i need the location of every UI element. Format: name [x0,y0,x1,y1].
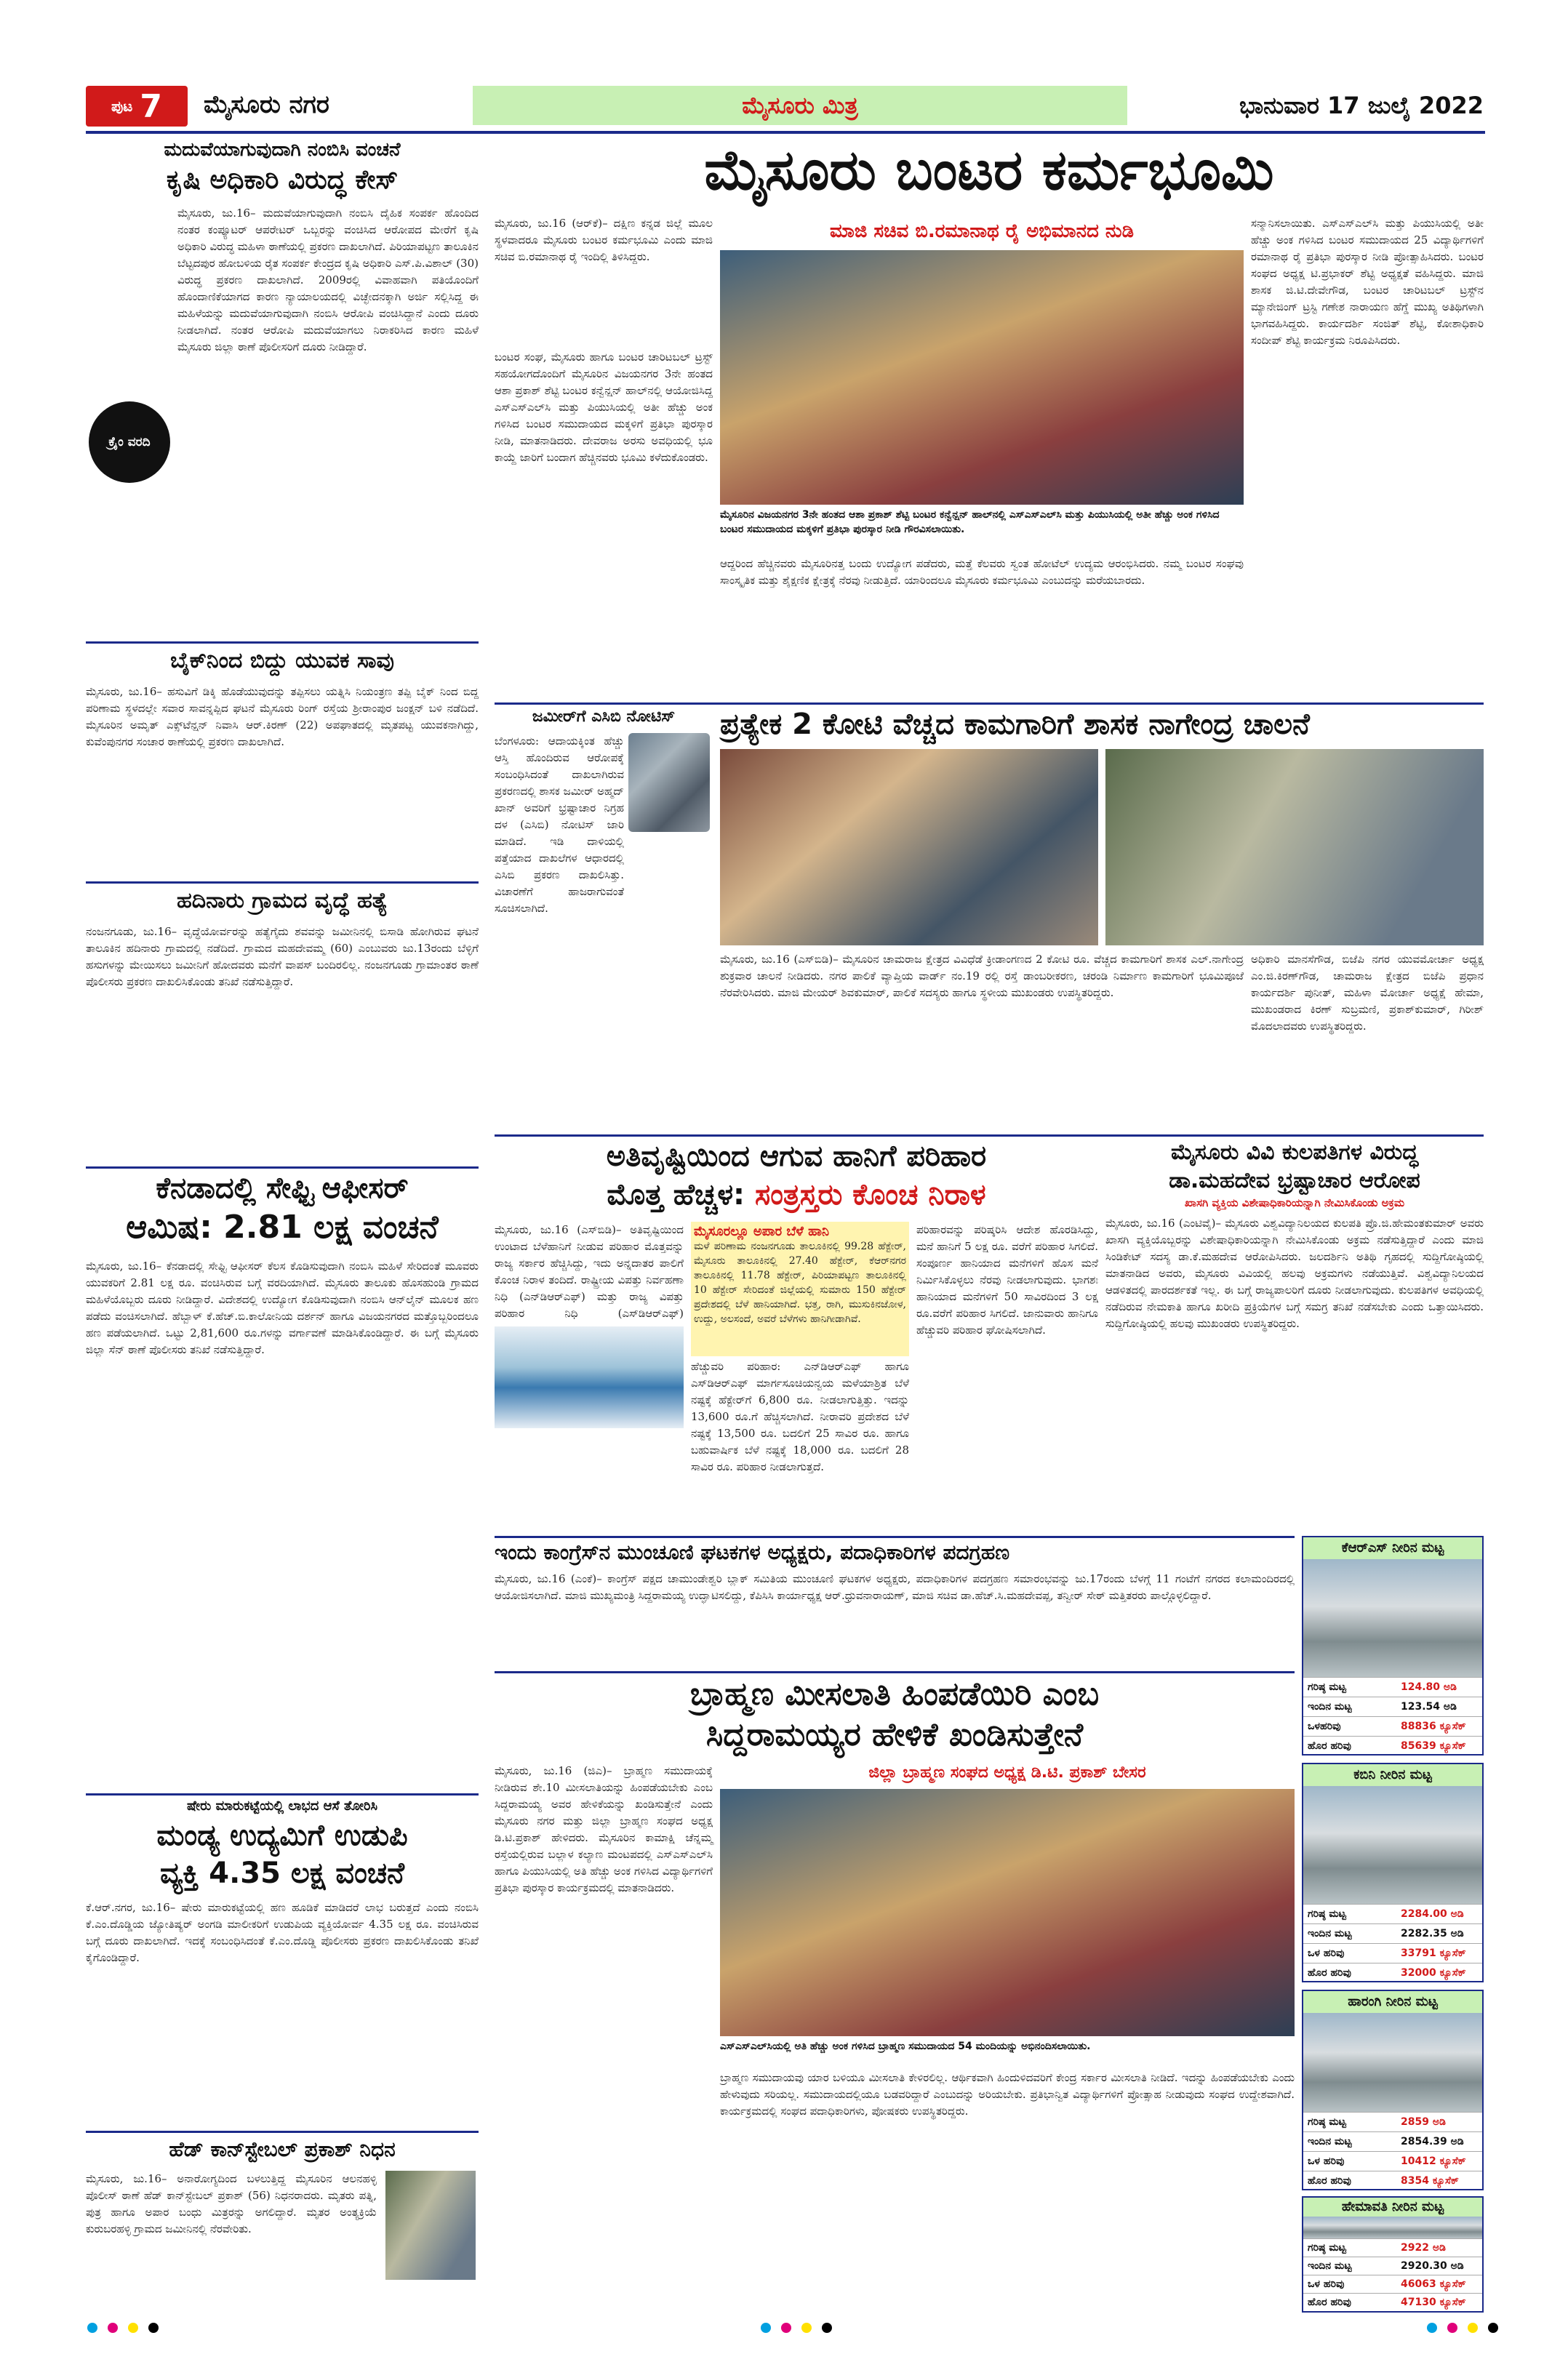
dam-title: ಕಬಿನಿ ನೀರಿನ ಮಟ್ಟ [1303,1764,1482,1786]
registration-dots-center [761,2323,832,2333]
brahmin-head1: ಬ್ರಾಹ್ಮಣ ಮೀಸಲಾತಿ ಹಿಂಪಡೆಯಿರಿ ಎಂಬ [689,1676,1100,1713]
yellow-dot [128,2323,138,2333]
dam-row: ಇಂದಿನ ಮಟ್ಟ 2854.39 ಅಡಿ [1303,2131,1482,2151]
lead-col1: ಬಂಟರ ಸಂಘ, ಮೈಸೂರು ಹಾಗೂ ಬಂಟರ ಚಾರಿಟಬಲ್ ಟ್ರಸ್ಟ್ ಸಹಯೋಗದೊಂದಿಗೆ ಮೈಸೂರಿನ ವಿಜಯನಗರ 3ನೇ ಹಂತದ ಆಶಾ ಪ್ರಕಾಶ್ ಶೆಟ್ಟಿ ಬಂಟರ ಕನ್ವೆನ್ಷನ್ ಹಾಲ್‌ನಲ್ಲಿ ಆಯೋಜಿಸಿದ್ದ ಎಸ್‌ಎಸ್‌ಎಲ್‌ಸಿ ಮತ್ತು ಪಿಯುಸಿಯಲ್ಲಿ ಅತೀ ಹೆಚ್ಚು ಅಂಕ ಗಳಿಸಿದ ಬಂಟರ ಸಮುದಾಯದ ಮಕ್ಕಳಿಗೆ ಪ್ರತಿಭಾ ಪುರಸ್ಕಾರ ನೀಡಿ, ಮಾತನಾಡಿದರು. ದೇವರಾಜ ಅರಸು ಅವಧಿಯಲ್ಲಿ ಭೂ ಕಾಯ್ದೆ ಜಾರಿಗೆ ಬಂದಾಗ ಹೆಚ್ಚಿನವರು ಭೂಮಿ ಕಳೆದುಕೊಂಡರು. [495,351,713,464]
rain-body2: ಹೆಚ್ಚುವರಿ ಪರಿಹಾರ: ಎನ್‌ಡಿಆರ್‌ಎಫ್ ಹಾಗೂ ಎಸ್‌ಡಿಆರ್‌ಎಫ್ ಮಾರ್ಗಸೂಚಿಯನ್ವಯ ಮಳೆಯಾಶ್ರಿತ ಬೆಳೆ ನಷ್ಟಕ್ಕೆ ಹೆಕ್ಟೇರ್‌ಗೆ 6,800 ರೂ. ನೀಡಲಾಗುತ್ತಿತ್ತು. ಇದನ್ನು 13,600 ರೂ.ಗೆ ಹೆಚ್ಚಿಸಲಾಗಿದೆ. ನೀರಾವರಿ ಪ್ರದೇಶದ ಬೆಳೆ ನಷ್ಟಕ್ಕೆ 13,500 ರೂ. ಬದಲಿಗೆ 25 ಸಾವಿರ ರೂ. ಹಾಗೂ ಬಹುವಾರ್ಷಿಕ ಬೆಳೆ ನಷ್ಟಕ್ಕೆ 18,000 ರೂ. ಬದಲಿಗೆ 28 ಸಾವಿರ ರೂ. ಪರಿಹಾರ ನೀಡಲಾಗುತ್ತದೆ. [691,1360,909,1473]
registration-dots-right [1427,2323,1498,2333]
dam-row: ಇಂದಿನ ಮಟ್ಟ 2920.30 ಅಡಿ [1303,2257,1482,2275]
divider [86,881,479,884]
s4-head2: ಆಮಿಷ: 2.81 ಲಕ್ಷ ವಂಚನೆ [126,1209,439,1246]
zameer-photo [628,733,710,832]
section-banner [473,86,1127,125]
page-word: ಪುಟ [111,97,133,115]
dam-row: ಹೊರ ಹರಿವು 85639 ಕ್ಯೂಸೆಕ್ [1303,1736,1482,1756]
lead-col3: ಸನ್ಮಾನಿಸಲಾಯಿತು. ಎಸ್‌ಎಸ್‌ಎಲ್‌ಸಿ ಮತ್ತು ಪಿಯುಸಿಯಲ್ಲಿ ಅತೀ ಹೆಚ್ಚು ಅಂಕ ಗಳಿಸಿದ ಬಂಟರ ಸಮುದಾಯದ 25 ವಿದ್ಯಾರ್ಥಿಗಳಿಗೆ ರಮಾನಾಥ ರೈ ಪ್ರತಿಭಾ ಪುರಸ್ಕಾರ ನೀಡಿ ಪ್ರೋತ್ಸಾಹಿಸಿದರು. ಬಂಟರ ಸಂಘದ ಅಧ್ಯಕ್ಷ ಟಿ.ಪ್ರಭಾಕರ್ ಶೆಟ್ಟಿ ಅಧ್ಯಕ್ಷತೆ ವಹಿಸಿದ್ದರು. ಮಾಜಿ ಶಾಸಕ ಜಿ.ಟಿ.ದೇವೇಗೌಡ, ಬಂಟರ ಚಾರಿಟಬಲ್ ಟ್ರಸ್ಟ್‌ನ ಮ್ಯಾನೇಜಿಂಗ್ ಟ್ರಸ್ಟಿ ಗಣೇಶ ನಾರಾಯಣ ಹೆಗ್ಡೆ ಮುಖ್ಯ ಅತಿಥಿಗಳಾಗಿ ಭಾಗವಹಿಸಿದ್ದರು. ಕಾರ್ಯದರ್ಶಿ ಸಂಜಿತ್ ಶೆಟ್ಟಿ, ಕೋಶಾಧಿಕಾರಿ ಸಂದೀಪ್ ಶೆಟ್ಟಿ ಕಾರ್ಯಕ್ರಮ ನಿರೂಪಿಸಿದರು. [1251,217,1484,347]
page-number: 7 [140,87,162,125]
black-dot [1488,2323,1498,2333]
yellow-dot [1468,2323,1478,2333]
dam-row: ಒಳ ಹರಿವು 10412 ಕ್ಯೂಸೆಕ್ [1303,2151,1482,2171]
cong-head: ಇಂದು ಕಾಂಗ್ರೆಸ್‌ನ ಮುಂಚೂಣಿ ಘಟಕಗಳ ಅಧ್ಯಕ್ಷರು, ಪದಾಧಿಕಾರಿಗಳ ಪದಗ್ರಹಣ [495,1540,1010,1564]
dam-row: ಇಂದಿನ ಮಟ್ಟ 2282.35 ಅಡಿ [1303,1923,1482,1943]
zameer-head: ಜಮೀರ್‌ಗೆ ಎಸಿಬಿ ನೋಟಿಸ್ [532,708,676,726]
dam-hemavathi [1302,2196,1484,2313]
lead-subhead: ಮಾಜಿ ಸಚಿವ ಬಿ.ರಮಾನಾಥ ರೈ ಅಭಿಮಾನದ ನುಡಿ [829,220,1135,242]
magenta-dot [781,2323,791,2333]
s2-head: ಬೈಕ್‌ನಿಂದ ಬಿದ್ದು ಯುವಕ ಸಾವು [170,648,394,673]
rain-head2b: ಸಂತ್ರಸ್ತರು ಕೊಂಚ ನಿರಾಳ [754,1178,986,1212]
s1-body: ಮೈಸೂರು, ಜು.16– ಮದುವೆಯಾಗುವುದಾಗಿ ನಂಬಿಸಿ ದೈಹಿಕ ಸಂಪರ್ಕ ಹೊಂದಿದ ನಂತರ ಕಂಪ್ಯೂಟರ್ ಆಪರೇಟರ್ ಒಬ್ಬರನ್ನು ವಂಚಿಸಿದ ಆರೋಪದ ಮೇರೆಗೆ ಕೃಷಿ ಅಧಿಕಾರಿ ವಿರುದ್ಧ ಮಹಿಳಾ ಠಾಣೆಯಲ್ಲಿ ಪ್ರಕರಣ ದಾಖಲಾಗಿದೆ. ಪಿರಿಯಾಪಟ್ಟಣ ತಾಲೂಕಿನ ಬೆಟ್ಟದಪುರ ಹೋಬಳಿಯ ರೈತ ಸಂಪರ್ಕ ಕೇಂದ್ರದ ಕೃಷಿ ಅಧಿಕಾರಿ ಎಸ್.ಪಿ.ವಿಶಾಲ್ (30) ವಿರುದ್ಧ ಪ್ರಕರಣ ದಾಖಲಾಗಿದೆ. 2009ರಲ್ಲಿ ವಿವಾಹವಾಗಿ ಪತಿಯೊಂದಿಗೆ ಹೊಂದಾಣಿಕೆಯಾಗದ ಕಾರಣ ನ್ಯಾಯಾಲಯದಲ್ಲಿ ವಿಚ್ಛೇದನಕ್ಕಾಗಿ ಅರ್ಜಿ ಸಲ್ಲಿಸಿದ್ದ ಈ ಮಹಿಳೆಯನ್ನು ಮದುವೆಯಾಗುವುದಾಗಿ ನಂಬಿಸಿ ಆರೋಪಿ ವಂಚಿಸಿದ್ದಾನೆ ಎಂದು ದೂರು ನೀಡಲಾಗಿದೆ. ನಂತರ ಆರೋಪಿ ಮದುವೆಯಾಗಲು ನಿರಾಕರಿಸಿದ ಕಾರಣ ಮಹಿಳೆ ಮೈಸೂರು ಜಿಲ್ಲಾ ಠಾಣೆ ಪೊಲೀಸರಿಗೆ ದೂರು ನೀಡಿದ್ದಾರೆ. [177,207,479,353]
dam-table [1303,2112,1482,2190]
dam-row: ಒಳ ಹರಿವು 46063 ಕ್ಯೂಸೆಕ್ [1303,2275,1482,2293]
s5-head1: ಮಂಡ್ಯ ಉದ್ಯಮಿಗೆ ಉಡುಪಿ [156,1819,408,1852]
side-box-body: ಮಳೆ ಪರಿಣಾಮ ನಂಜನಗೂಡು ತಾಲೂಕಿನಲ್ಲಿ 99.28 ಹೆಕ್ಟೇರ್, ಮೈಸೂರು ತಾಲೂಕಿನಲ್ಲಿ 27.40 ಹೆಕ್ಟೇರ್, ಕೆಆರ್‌ನಗರ ತಾಲೂಕಿನಲ್ಲಿ 11.78 ಹೆಕ್ಟೇರ್, ಪಿರಿಯಾಪಟ್ಟಣ ತಾಲೂಕಿನಲ್ಲಿ 10 ಹೆಕ್ಟೇರ್ ಸೇರಿದಂತೆ ಜಿಲ್ಲೆಯಲ್ಲಿ ಸುಮಾರು 150 ಹೆಕ್ಟೇರ್ ಪ್ರದೇಶದಲ್ಲಿ ಬೆಳೆ ಹಾನಿಯಾಗಿದೆ. ಭತ್ತ, ರಾಗಿ, ಮುಸುಕಿನಜೋಳ, ಉದ್ದು, ಅಲಸಂದೆ, ಅವರೆ ಬೆಳೆಗಳು ಹಾನಿಗೀಡಾಗಿವೆ. [694,1240,906,1325]
masthead [80,86,1488,128]
page-number-box [86,86,188,127]
dam-row: ಹೊರ ಹರಿವು 32000 ಕ್ಯೂಸೆಕ್ [1303,1963,1482,1982]
brahmin-sub: ಜಿಲ್ಲಾ ಬ್ರಾಹ್ಮಣ ಸಂಘದ ಅಧ್ಯಕ್ಷ ಡಿ.ಟಿ. ಪ್ರಕಾಶ್ ಬೇಸರ [868,1764,1146,1782]
s4-head1: ಕೆನಡಾದಲ್ಲಿ ಸೇಫ್ಟಿ ಆಫೀಸರ್ [156,1172,409,1205]
dam-krs [1302,1536,1484,1756]
rain-story [495,1140,1098,1533]
s3-body: ನಂಜನಗೂಡು, ಜು.16– ವೃದ್ಧೆಯೋರ್ವರನ್ನು ಹತ್ಯೆಗೈದು ಶವವನ್ನು ಜಮೀನಿನಲ್ಲಿ ಬಿಸಾಡಿ ಹೋಗಿರುವ ಘಟನೆ ತಾಲೂಕಿನ ಹದಿನಾರು ಗ್ರಾಮದಲ್ಲಿ ನಡೆದಿದೆ. ಗ್ರಾಮದ ಮಹದೇವಮ್ಮ (60) ಎಂಬುವರು ಜು.13ರಂದು ಬೆಳ್ಳಿಗೆ ಹಸುಗಳನ್ನು ಮೇಯಿಸಲು ಜಮೀನಿಗೆ ಹೋದವರು ಮನೆಗೆ ವಾಪಸ್ ಬಂದಿರಲಿಲ್ಲ. ನಂಜನಗೂಡು ಗ್ರಾಮಾಂತರ ಠಾಣೆ ಪೊಲೀಸರು ಪ್ರಕರಣ ದಾಖಲಿಸಿಕೊಂಡು ತನಿಖೆ ನಡೆಸುತ್ತಿದ್ದಾರೆ. [86,925,479,988]
cyan-dot [1427,2323,1437,2333]
lead-headline: ಮೈಸೂರು ಬಂಟರ ಕರ್ಮಭೂಮಿ [704,137,1274,202]
s4-body: ಮೈಸೂರು, ಜು.16– ಕೆನಡಾದಲ್ಲಿ ಸೇಫ್ಟಿ ಆಫೀಸರ್ ಕೆಲಸ ಕೊಡಿಸುವುದಾಗಿ ನಂಬಿಸಿ ಮಹಿಳೆ ಸೇರಿದಂತೆ ಮೂವರು ಯುವಕರಿಗೆ 2.81 ಲಕ್ಷ ರೂ. ವಂಚಿಸಿರುವ ಬಗ್ಗೆ ವರದಿಯಾಗಿದೆ. ಮೈಸೂರು ತಾಲೂಕು ಹೊಸಹುಂಡಿ ಗ್ರಾಮದ ಮಹಿಳೆಯೊಬ್ಬರು ದೂರು ನೀಡಿದ್ದಾರೆ. ವಿದೇಶದಲ್ಲಿ ಉದ್ಯೋಗ ಕೊಡಿಸುವುದಾಗಿ ನಂಬಿಸಿ ಆನ್‌ಲೈನ್ ಮೂಲಕ ಹಣ ಪಡೆದು ವಂಚಿಸಲಾಗಿದೆ. ಹೆಬ್ಬಾಳ್ ಕೆ.ಹೆಚ್.ಬಿ.ಕಾಲೋನಿಯ ದರ್ಶನ್ ಹಾಗೂ ವಿಜಯನಗರದ ಮತ್ತೊಬ್ಬರಿಂದಲೂ ಹಣ ಪಡೆಯಲಾಗಿದೆ. ಒಟ್ಟು 2,81,600 ರೂ.ಗಳನ್ನು ವರ್ಗಾವಣೆ ಮಾಡಿಸಿಕೊಂಡಿದ್ದಾರೆ. ಈ ಬಗ್ಗೆ ಮೈಸೂರು ಜಿಲ್ಲಾ ಸೆನ್ ಠಾಣೆ ಪೊಲೀಸರು ತನಿಖೆ ನಡೆಸುತ್ತಿದ್ದಾರೆ. [86,1260,479,1356]
s6-head: ಹೆಡ್ ಕಾನ್‌ಸ್ಟೇಬಲ್ ಪ್ರಕಾಶ್ ನಿಧನ [169,2137,396,2161]
s1-head2: ಕೃಷಿ ಅಧಿಕಾರಿ ವಿರುದ್ಧ ಕೇಸ್ [166,165,399,195]
divider [86,1793,479,1795]
divider [86,1166,479,1169]
obituary-photo [385,2171,476,2280]
cyan-dot [87,2323,97,2333]
dam-row: ಒಳ ಹರಿವು 33791 ಕ್ಯೂಸೆಕ್ [1303,1943,1482,1963]
dam-photo [1303,2217,1482,2238]
black-dot [822,2323,832,2333]
works-head: ಪ್ರತ್ಯೇಕ 2 ಕೋಟಿ ವೆಚ್ಚದ ಕಾಮಗಾರಿಗೆ ಶಾಸಕ ನಾಗೇಂದ್ರ ಚಾಲನೆ [720,708,1310,741]
dam-table [1303,1677,1482,1756]
dam-row: ಹೊರ ಹರಿವು 8354 ಕ್ಯೂಸೆಕ್ [1303,2171,1482,2190]
dam-title: ಹೇಮಾವತಿ ನೀರಿನ ಮಟ್ಟ [1303,2198,1482,2217]
rain-document-image [495,1326,684,1428]
vc-story [1105,1140,1484,1533]
dam-row: ಹೊರ ಹರಿವು 47130 ಕ್ಯೂಸೆಕ್ [1303,2293,1482,2311]
s5-head2: ವ್ಯಕ್ತಿ 4.35 ಲಕ್ಷ ವಂಚನೆ [160,1857,404,1890]
dam-table [1303,1904,1482,1982]
s5-body: ಕೆ.ಆರ್.ನಗರ, ಜು.16– ಷೇರು ಮಾರುಕಟ್ಟೆಯಲ್ಲಿ ಹಣ ಹೂಡಿಕೆ ಮಾಡಿದರೆ ಲಾಭ ಬರುತ್ತದೆ ಎಂದು ನಂಬಿಸಿ ಕೆ.ಎಂ.ದೊಡ್ಡಿಯ ಜ್ಯೋತಿಷ್ಯರ್ ಅಂಗಡಿ ಮಾಲೀಕರಿಗೆ ಉಡುಪಿಯ ವ್ಯಕ್ತಿಯೋರ್ವ 4.35 ಲಕ್ಷ ರೂ. ವಂಚಿಸಿರುವ ಬಗ್ಗೆ ದೂರು ದಾಖಲಾಗಿದೆ. ಇದಕ್ಕೆ ಸಂಬಂಧಿಸಿದಂತೆ ಕೆ.ಎಂ.ದೊಡ್ಡಿ ಪೊಲೀಸರು ಪ್ರಕರಣ ದಾಖಲಿಸಿಕೊಂಡು ತನಿಖೆ ಕೈಗೊಂಡಿದ್ದಾರೆ. [86,1901,479,1964]
rain-body3: ಪರಿಹಾರವನ್ನು ಪರಿಷ್ಕರಿಸಿ ಆದೇಶ ಹೊರಡಿಸಿದ್ದು, ಮನೆ ಹಾನಿಗೆ 5 ಲಕ್ಷ ರೂ. ವರೆಗೆ ಪರಿಹಾರ ಸಿಗಲಿದೆ. ಸಂಪೂರ್ಣ ಹಾನಿಯಾದ ಮನೆಗಳಿಗೆ ಹೊಸ ಮನೆ ನಿರ್ಮಿಸಿಕೊಳ್ಳಲು ನೆರವು ನೀಡಲಾಗುವುದು. ಭಾಗಶಃ ಹಾನಿಯಾದ ಮನೆಗಳಿಗೆ 50 ಸಾವಿರದಿಂದ 3 ಲಕ್ಷ ರೂ.ವರೆಗೆ ಪರಿಹಾರ ಸಿಗಲಿದೆ. ಜಾನುವಾರು ಹಾನಿಗೂ ಹೆಚ್ಚುವರಿ ಪರಿಹಾರ ಘೋಷಿಸಲಾಗಿದೆ. [916,1223,1098,1337]
works-photo-1 [720,749,1098,945]
magenta-dot [108,2323,118,2333]
dam-table [1303,2238,1482,2311]
crop-loss-box [691,1222,909,1356]
magenta-dot [1447,2323,1457,2333]
black-dot [148,2323,159,2333]
dam-title: ಹಾರಂಗಿ ನೀರಿನ ಮಟ್ಟ [1303,1991,1482,2013]
masthead-rule [86,131,1485,134]
dam-row: ಗರಿಷ್ಠ ಮಟ್ಟ 2922 ಅಡಿ [1303,2238,1482,2257]
dam-photo [1303,1559,1482,1677]
s3-head: ಹದಿನಾರು ಗ್ರಾಮದ ವೃದ್ಧೆ ಹತ್ಯೆ [177,888,388,913]
yellow-dot [801,2323,812,2333]
rain-head2-row [495,1178,1098,1212]
date: ಭಾನುವಾರ 17 ಜುಲೈ 2022 [1239,92,1484,119]
divider [495,1134,1484,1137]
dam-row: ಇಂದಿನ ಮಟ್ಟ 123.54 ಅಡಿ [1303,1697,1482,1716]
crime-badge-label: ಕ್ರೈಂ ವರದಿ [108,435,151,449]
dam-row: ಗರಿಷ್ಠ ಮಟ್ಟ 2284.00 ಅಡಿ [1303,1904,1482,1923]
rain-body: ಮೈಸೂರು, ಜು.16 (ಎಸ್‌ಬಿಡಿ)– ಅತಿವೃಷ್ಟಿಯಿಂದ ಉಂಟಾದ ಬೆಳೆಹಾನಿಗೆ ನೀಡುವ ಪರಿಹಾರ ಮೊತ್ತವನ್ನು ರಾಜ್ಯ ಸರ್ಕಾರ ಹೆಚ್ಚಿಸಿದ್ದು, ಇದು ಅನ್ನದಾತರ ಪಾಲಿಗೆ ಕೊಂಚ ನಿರಾಳ ತಂದಿದೆ. ರಾಷ್ಟ್ರೀಯ ವಿಪತ್ತು ನಿರ್ವಹಣಾ ನಿಧಿ (ಎನ್‌ಡಿಆರ್‌ಎಫ್) ಮತ್ತು ರಾಜ್ಯ ವಿಪತ್ತು ಪರಿಹಾರ ನಿಧಿ (ಎಸ್‌ಡಿಆರ್‌ಎಫ್) [495,1223,684,1320]
works-body-right: ಅಧಿಕಾರಿ ಮಾನಸೆಗೌಡ, ಬಿಜೆಪಿ ನಗರ ಯುವಮೋರ್ಚಾ ಅಧ್ಯಕ್ಷ ಎಂ.ಜಿ.ಕಿರಣ್‌ಗೌಡ, ಚಾಮರಾಜ ಕ್ಷೇತ್ರದ ಬಿಜೆಪಿ ಪ್ರಧಾನ ಕಾರ್ಯದರ್ಶಿ ಪುನೀತ್, ಮಹಿಳಾ ಮೋರ್ಚಾ ಅಧ್ಯಕ್ಷೆ ಹೇಮಾ, ಮುಖಂಡರಾದ ಕಿರಣ್ ಸುಬ್ರಮಣಿ, ಪ್ರಕಾಶ್‌ಕುಮಾರ್, ಗಿರೀಶ್ ಮೊದಲಾದವರು ಉಪಸ್ಥಿತರಿದ್ದರು. [1251,953,1484,1033]
lead-photo-caption: ಮೈಸೂರಿನ ವಿಜಯನಗರ 3ನೇ ಹಂತದ ಆಶಾ ಪ್ರಕಾಶ್ ಶೆಟ್ಟಿ ಬಂಟರ ಕನ್ವೆನ್ಷನ್ ಹಾಲ್‌ನಲ್ಲಿ ಎಸ್‌ಎಸ್‌ಎಲ್‌ಸಿ ಮತ್ತು ಪಿಯುಸಿಯಲ್ಲಿ ಅತೀ ಹೆಚ್ಚು ಅಂಕ ಗಳಿಸಿದ ಬಂಟರ ಸಮುದಾಯದ ಮಕ್ಕಳಿಗೆ ಪ್ರತಿಭಾ ಪುರಸ್ಕಾರ ನೀಡಿ ಗೌರವಿಸಲಾಯಿತು. [720,509,1220,535]
side-box-head: ಮೈಸೂರಲ್ಲೂ ಅಪಾರ ಬೆಳೆ ಹಾನಿ [694,1224,829,1239]
s1-badge [89,401,170,483]
registration-dots-left [87,2323,159,2333]
lead-photo [720,250,1244,505]
lead-intro-text: ಮೈಸೂರು, ಜು.16 (ಆರ್‌ಕೆ)– ದಕ್ಷಿಣ ಕನ್ನಡ ಜಿಲ್ಲೆ ಮೂಲ ಸ್ಥಳವಾದರೂ ಮೈಸೂರು ಬಂಟರ ಕರ್ಮಭೂಮಿ ಎಂದು ಮಾಜಿ ಸಚಿವ ಬಿ.ರಮಾನಾಥ ರೈ ಇಂದಿಲ್ಲಿ ತಿಳಿಸಿದ್ದರು. [495,217,713,263]
s2-body: ಮೈಸೂರು, ಜು.16– ಹಸುವಿಗೆ ಡಿಕ್ಕಿ ಹೊಡೆಯುವುದನ್ನು ತಪ್ಪಿಸಲು ಯತ್ನಿಸಿ ನಿಯಂತ್ರಣ ತಪ್ಪಿ ಬೈಕ್ ನಿಂದ ಬಿದ್ದ ಪರಿಣಾಮ ಸ್ಥಳದಲ್ಲೇ ಸವಾರ ಸಾವನ್ನಪ್ಪಿದ ಘಟನೆ ಮೈಸೂರು ರಿಂಗ್ ರಸ್ತೆಯ ಶ್ರೀರಾಂಪುರ ಜಂಕ್ಷನ್ ಬಳಿ ನಡೆದಿದೆ. ಮೈಸೂರಿನ ಅಮೃತ್ ಎಕ್ಸ್‌ಟೆನ್ಷನ್ ನಿವಾಸಿ ಆರ್.ಕಿರಣ್ (22) ಅಪಘಾತದಲ್ಲಿ ಮೃತಪಟ್ಟ ಯುವಕನಾಗಿದ್ದು, ಕುವೆಂಪುನಗರ ಸಂಚಾರ ಠಾಣೆಯಲ್ಲಿ ಪ್ರಕರಣ ದಾಖಲಾಗಿದೆ. [86,685,479,748]
zameer-brief [495,708,713,1130]
rain-head2: ಮೊತ್ತ ಹೆಚ್ಚಳ: [607,1178,755,1212]
paper-name: ಮೈಸೂರು ಮಿತ್ರ [742,91,858,119]
works-body: ಮೈಸೂರು, ಜು.16 (ಎಸ್‌ಬಿಡಿ)– ಮೈಸೂರಿನ ಚಾಮರಾಜ ಕ್ಷೇತ್ರದ ವಿವಿಧೆಡೆ ಕ್ರೀಡಾಂಗಣದ 2 ಕೋಟಿ ರೂ. ವೆಚ್ಚದ ಕಾಮಗಾರಿಗೆ ಶಾಸಕ ಎಲ್.ನಾಗೇಂದ್ರ ಶುಕ್ರವಾರ ಚಾಲನೆ ನೀಡಿದರು. ನಗರ ಪಾಲಿಕೆ ವ್ಯಾಪ್ತಿಯ ವಾರ್ಡ್ ನಂ.19 ರಲ್ಲಿ ರಸ್ತೆ ಡಾಂಬರೀಕರಣ, ಚರಂಡಿ ನಿರ್ಮಾಣ ಕಾಮಗಾರಿಗೆ ಭೂಮಿಪೂಜೆ ನೆರವೇರಿಸಿದರು. ಮಾಜಿ ಮೇಯರ್ ಶಿವಕುಮಾರ್, ಪಾಲಿಕೆ ಸದಸ್ಯರು ಹಾಗೂ ಸ್ಥಳೀಯ ಮುಖಂಡರು ಉಪಸ್ಥಿತರಿದ್ದರು. [720,953,1244,999]
left-column [86,140,479,2269]
dam-title: ಕೆಆರ್‌ಎಸ್ ನೀರಿನ ಮಟ್ಟ [1303,1537,1482,1559]
vc-body: ಮೈಸೂರು, ಜು.16 (ಎಂಟಿವೈ)– ಮೈಸೂರು ವಿಶ್ವವಿದ್ಯಾನಿಲಯದ ಕುಲಪತಿ ಪ್ರೊ.ಜಿ.ಹೇಮಂತಕುಮಾರ್ ಅವರು ಖಾಸಗಿ ವ್ಯಕ್ತಿಯೊಬ್ಬರನ್ನು ವಿಶೇಷಾಧಿಕಾರಿಯನ್ನಾಗಿ ನೇಮಿಸಿಕೊಂಡು ಅಕ್ರಮ ನಡೆಸುತ್ತಿದ್ದಾರೆ ಎಂದು ಮಾಜಿ ಸಿಂಡಿಕೇಟ್ ಸದಸ್ಯ ಡಾ.ಕೆ.ಮಹದೇವ ಆರೋಪಿಸಿದರು. ಜಲದರ್ಶಿನಿ ಅತಿಥಿ ಗೃಹದಲ್ಲಿ ಸುದ್ದಿಗೋಷ್ಠಿಯಲ್ಲಿ ಮಾತನಾಡಿದ ಅವರು, ಮೈಸೂರು ವಿವಿಯಲ್ಲಿ ಹಲವು ಅಕ್ರಮಗಳು ನಡೆಯುತ್ತಿವೆ. ವಿಶ್ವವಿದ್ಯಾನಿಲಯದ ಆಡಳಿತದಲ್ಲಿ ಪಾರದರ್ಶಕತೆ ಇಲ್ಲ. ಈ ಬಗ್ಗೆ ರಾಜ್ಯಪಾಲರಿಗೆ ದೂರು ನೀಡಲಾಗುವುದು. ಕುಲಪತಿಗಳ ಅವಧಿಯಲ್ಲಿ ನಡೆದಿರುವ ನೇಮಕಾತಿ ಹಾಗೂ ಖರೀದಿ ಪ್ರಕ್ರಿಯೆಗಳ ಬಗ್ಗೆ ಸಮಗ್ರ ತನಿಖೆ ನಡೆಸಬೇಕು ಎಂದು ಒತ್ತಾಯಿಸಿದರು. ಸುದ್ದಿಗೋಷ್ಠಿಯಲ್ಲಿ ಹಲವು ಮುಖಂಡರು ಉಪಸ್ಥಿತರಿದ್ದರು. [1105,1216,1484,1330]
s5-kicker: ಷೇರು ಮಾರುಕಟ್ಟೆಯಲ್ಲಿ ಲಾಭದ ಆಸೆ ತೋರಿಸಿ [186,1798,378,1814]
s1-head1: ಮದುವೆಯಾಗುವುದಾಗಿ ನಂಬಿಸಿ ವಂಚನೆ [164,139,401,161]
divider [86,641,479,644]
dam-photo [1303,2013,1482,2112]
divider [495,1536,1295,1538]
divider [495,1671,1295,1673]
section-name: ಮೈಸೂರು ನಗರ [204,90,329,119]
zameer-body: ಬೆಂಗಳೂರು: ಆದಾಯಕ್ಕಿಂತ ಹೆಚ್ಚು ಆಸ್ತಿ ಹೊಂದಿರುವ ಆರೋಪಕ್ಕೆ ಸಂಬಂಧಿಸಿದಂತೆ ದಾಖಲಾಗಿರುವ ಪ್ರಕರಣದಲ್ಲಿ ಶಾಸಕ ಜಮೀರ್ ಅಹ್ಮದ್ ಖಾನ್ ಅವರಿಗೆ ಭ್ರಷ್ಟಾಚಾರ ನಿಗ್ರಹ ದಳ (ಎಸಿಬಿ) ನೋಟಿಸ್ ಜಾರಿ ಮಾಡಿದೆ. ಇಡಿ ದಾಳಿಯಲ್ಲಿ ಪತ್ತೆಯಾದ ದಾಖಲೆಗಳ ಆಧಾರದಲ್ಲಿ ಎಸಿಬಿ ಪ್ರಕರಣ ದಾಖಲಿಸಿತ್ತು. ವಿಚಾರಣೆಗೆ ಹಾಜರಾಗುವಂತೆ ಸೂಚಿಸಲಾಗಿದೆ. [495,734,624,915]
cong-body: ಮೈಸೂರು, ಜು.16 (ಎಂಕೆ)– ಕಾಂಗ್ರೆಸ್ ಪಕ್ಷದ ಚಾಮುಂಡೇಶ್ವರಿ ಬ್ಲಾಕ್ ಸಮಿತಿಯ ಮುಂಚೂಣಿ ಘಟಕಗಳ ಅಧ್ಯಕ್ಷರು, ಪದಾಧಿಕಾರಿಗಳ ಪದಗ್ರಹಣ ಸಮಾರಂಭವನ್ನು ಜು.17ರಂದು ಬೆಳಗ್ಗೆ 11 ಗಂಟೆಗೆ ನಗರದ ಕಲಾಮಂದಿರದಲ್ಲಿ ಆಯೋಜಿಸಲಾಗಿದೆ. ಮಾಜಿ ಮುಖ್ಯಮಂತ್ರಿ ಸಿದ್ದರಾಮಯ್ಯ ಉದ್ಘಾಟಿಸಲಿದ್ದು, ಕೆಪಿಸಿಸಿ ಕಾರ್ಯಾಧ್ಯಕ್ಷ ಆರ್.ಧ್ರುವನಾರಾಯಣ್, ಮಾಜಿ ಸಚಿವ ಡಾ.ಹೆಚ್.ಸಿ.ಮಹದೇವಪ್ಪ, ತನ್ವೀರ್ ಸೇಠ್ ಮತ್ತಿತರರು ಪಾಲ್ಗೊಳ್ಳಲಿದ್ದಾರೆ. [495,1572,1295,1602]
dam-row: ಒಳಹರಿವು 88836 ಕ್ಯೂಸೆಕ್ [1303,1716,1482,1736]
dam-photo [1303,1786,1482,1904]
dam-row: ಗರಿಷ್ಠ ಮಟ್ಟ 2859 ಅಡಿ [1303,2112,1482,2131]
rain-head1: ಅತಿವೃಷ್ಟಿಯಿಂದ ಆಗುವ ಹಾನಿಗೆ ಪರಿಹಾರ [606,1140,987,1173]
brahmin-head2: ಸಿದ್ದರಾಮಯ್ಯರ ಹೇಳಿಕೆ ಖಂಡಿಸುತ್ತೇನೆ [705,1716,1084,1753]
brahmin-intro: ಮೈಸೂರು, ಜು.16 (ಜಿಎ)– ಬ್ರಾಹ್ಮಣ ಸಮುದಾಯಕ್ಕೆ ನೀಡಿರುವ ಶೇ.10 ಮೀಸಲಾತಿಯನ್ನು ಹಿಂಪಡೆಯಬೇಕು ಎಂಬ ಸಿದ್ದರಾಮಯ್ಯ ಅವರ ಹೇಳಿಕೆಯನ್ನು ಖಂಡಿಸುತ್ತೇನೆ ಎಂದು ಮೈಸೂರು ನಗರ ಮತ್ತು ಜಿಲ್ಲಾ ಬ್ರಾಹ್ಮಣ ಸಂಘದ ಅಧ್ಯಕ್ಷ ಡಿ.ಟಿ.ಪ್ರಕಾಶ್ ಹೇಳಿದರು. ಮೈಸೂರಿನ ಕಾಮಾಕ್ಷಿ ಚೆನ್ನಮ್ಮ ರಸ್ತೆಯಲ್ಲಿರುವ ಬಲ್ಲಾಳ ಕಲ್ಯಾಣ ಮಂಟಪದಲ್ಲಿ ಎಸ್‌ಎಸ್‌ಎಲ್‌ಸಿ ಹಾಗೂ ಪಿಯುಸಿಯಲ್ಲಿ ಅತಿ ಹೆಚ್ಚು ಅಂಕ ಗಳಿಸಿದ ವಿದ್ಯಾರ್ಥಿಗಳಿಗೆ ಪ್ರತಿಭಾ ಪುರಸ್ಕಾರ ಕಾರ್ಯಕ್ರಮದಲ್ಲಿ ಮಾತನಾಡಿದರು. [495,1764,713,1894]
lead-subhead-bar [720,215,1244,247]
obituary-box [86,2131,479,2283]
cyan-dot [761,2323,771,2333]
dam-row: ಗರಿಷ್ಠ ಮಟ್ಟ 124.80 ಅಡಿ [1303,1677,1482,1697]
vc-sub: ಖಾಸಗಿ ವ್ಯಕ್ತಿಯ ವಿಶೇಷಾಧಿಕಾರಿಯನ್ನಾಗಿ ನೇಮಿಸಿಕೊಂಡು ಅಕ್ರಮ [1184,1196,1405,1209]
vc-head2: ಡಾ.ಮಹದೇವ ಭ್ರಷ್ಟಾಚಾರ ಆರೋಪ [1169,1168,1420,1193]
s6-body: ಮೈಸೂರು, ಜು.16– ಅನಾರೋಗ್ಯದಿಂದ ಬಳಲುತ್ತಿದ್ದ ಮೈಸೂರಿನ ಆಲನಹಳ್ಳಿ ಪೊಲೀಸ್ ಠಾಣೆ ಹೆಡ್ ಕಾನ್‌ಸ್ಟೇಬಲ್ ಪ್ರಕಾಶ್ (56) ನಿಧನರಾದರು. ಮೃತರು ಪತ್ನಿ, ಪುತ್ರ ಹಾಗೂ ಅಪಾರ ಬಂಧು ಮಿತ್ರರನ್ನು ಅಗಲಿದ್ದಾರೆ. ಮೃತರ ಅಂತ್ಯಕ್ರಿಯೆ ಕುರುಬರಹಳ್ಳಿ ಗ್ರಾಮದ ಜಮೀನಿನಲ್ಲಿ ನೆರವೇರಿತು. [86,2172,377,2235]
divider [495,702,1484,705]
brahmin-caption: ಎಸ್‌ಎಸ್‌ಎಲ್‌ಸಿಯಲ್ಲಿ ಅತಿ ಹೆಚ್ಚು ಅಂಕ ಗಳಿಸಿದ ಬ್ರಾಹ್ಮಣ ಸಮುದಾಯದ 54 ಮಂದಿಯನ್ನು ಅಭಿನಂದಿಸಲಾಯಿತು. [720,2041,1091,2052]
works-photo-2 [1105,749,1484,945]
brahmin-photo [720,1789,1295,2036]
vc-head1: ಮೈಸೂರು ವಿವಿ ಕುಲಪತಿಗಳ ವಿರುದ್ಧ [1170,1140,1419,1165]
dam-kabini [1302,1763,1484,1982]
lead-col2: ಆದ್ದರಿಂದ ಹೆಚ್ಚಿನವರು ಮೈಸೂರಿನತ್ತ ಬಂದು ಉದ್ಯೋಗ ಪಡೆದರು, ಮತ್ತೆ ಕೆಲವರು ಸ್ವಂತ ಹೋಟೆಲ್ ಉದ್ಯಮ ಆರಂಭಿಸಿದರು. ನಮ್ಮ ಬಂಟರ ಸಂಘವು ಸಾಂಸ್ಕೃತಿಕ ಮತ್ತು ಶೈಕ್ಷಣಿಕ ಕ್ಷೇತ್ರಕ್ಕೆ ನೆರವು ನೀಡುತ್ತಿದೆ. ಯಾರಿಂದಲೂ ಮೈಸೂರು ಕರ್ಮಭೂಮಿ ಎಂಬುದನ್ನು ಮರೆಯಬಾರದು. [720,557,1244,587]
dam-harangi [1302,1990,1484,2190]
brahmin-body: ಬ್ರಾಹ್ಮಣ ಸಮುದಾಯವು ಯಾರ ಬಳಿಯೂ ಮೀಸಲಾತಿ ಕೇಳಿರಲಿಲ್ಲ. ಆರ್ಥಿಕವಾಗಿ ಹಿಂದುಳಿದವರಿಗೆ ಕೇಂದ್ರ ಸರ್ಕಾರ ಮೀಸಲಾತಿ ನೀಡಿದೆ. ಇದನ್ನು ಹಿಂಪಡೆಯಬೇಕು ಎಂದು ಹೇಳುವುದು ಸರಿಯಲ್ಲ. ಸಮುದಾಯದಲ್ಲಿಯೂ ಬಡವರಿದ್ದಾರೆ ಎಂಬುದನ್ನು ಅರಿಯಬೇಕು. ಪ್ರತಿಭಾನ್ವಿತ ವಿದ್ಯಾರ್ಥಿಗಳಿಗೆ ಪ್ರೋತ್ಸಾಹ ನೀಡುವುದು ಸಂಘದ ಉದ್ದೇಶವಾಗಿದೆ. ಕಾರ್ಯಕ್ರಮದಲ್ಲಿ ಸಂಘದ ಪದಾಧಿಕಾರಿಗಳು, ಪೋಷಕರು ಉಪಸ್ಥಿತರಿದ್ದರು. [720,2071,1295,2118]
